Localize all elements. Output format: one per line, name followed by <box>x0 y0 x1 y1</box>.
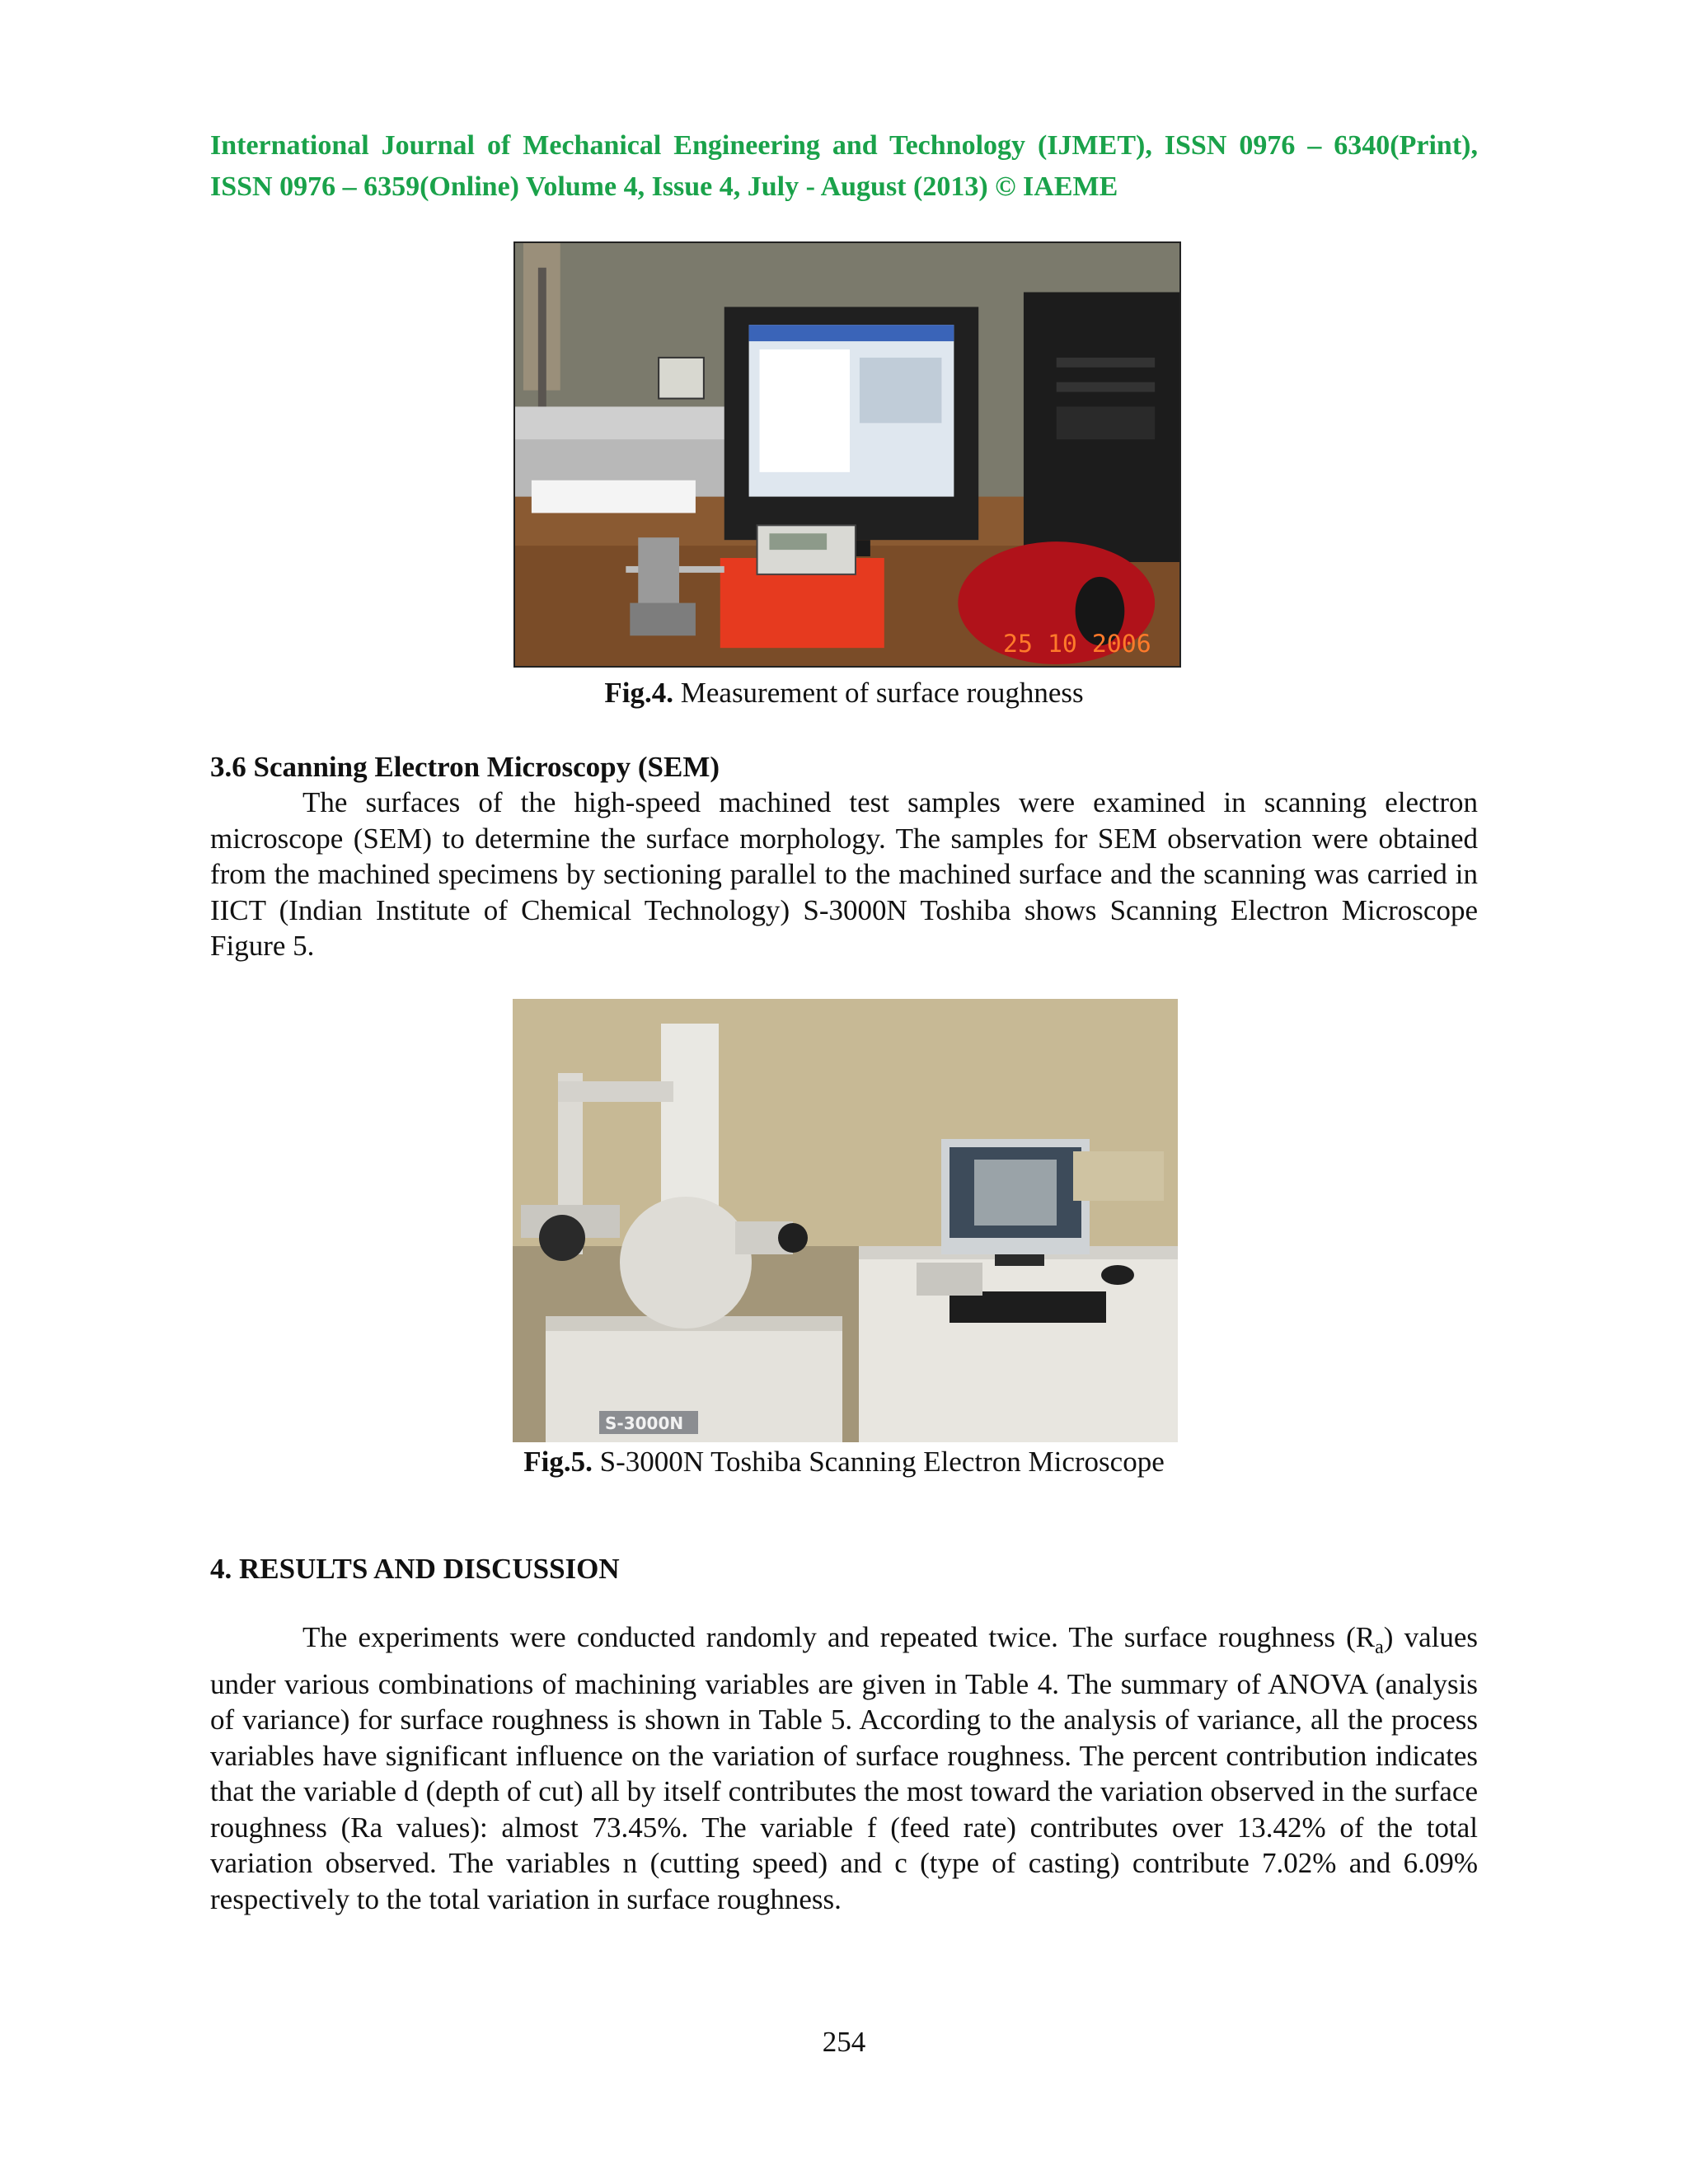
figure-5-caption <box>210 1445 1478 1479</box>
figure-4-label: Fig.4. <box>604 677 673 709</box>
section-4-heading: 4. RESULTS AND DISCUSSION <box>210 1553 620 1585</box>
machine-label: S-3000N <box>605 1413 684 1433</box>
figure-5-label: Fig.5. <box>523 1446 593 1478</box>
photo-date-stamp: 25 10 2006 <box>1003 630 1151 659</box>
figure-4-caption <box>210 676 1478 710</box>
section-4-text-part-2: ) values under various combinations of machining variables are given in Table 4. The summary of ANOVA (analysis of variance) for surface roughness is shown in Table 5. According to the analysis of variance, all the process variables have significant influence on the variation of surface roughness. The percent contribution indicates that the variable d (depth of cut) all by itself contributes the most toward the variation observed in the surface roughness (Ra values): almost 73.45%. The variable f (feed rate) contributes over 13.42% of the total variation observed. The variables n (cutting speed) and c (type of casting) contribute 7.02% and 6.09% respectively to the total variation in surface roughness. <box>210 1621 1478 1915</box>
section-3-6-paragraph: The surfaces of the high-speed machined test samples were examined in scanning electron microscope (SEM) to determine the surface morphology. The samples for SEM observation were obtained from the machined specimens by sectioning parallel to the machined surface and the scanning was carried in IICT (Indian Institute of Chemical Technology) S-3000N Toshiba shows Scanning Electron Microscope Figure 5. <box>210 786 1478 962</box>
figure-5-photo <box>513 999 1178 1442</box>
section-4-text-part-1: The experiments were conducted randomly and repeated twice. The surface roughness (R <box>302 1621 1376 1653</box>
section-4-paragraph <box>210 1619 1478 1917</box>
page-number: 254 <box>822 2026 866 2058</box>
figure-4-photo <box>513 241 1181 668</box>
figure-4-caption-text: Measurement of surface roughness <box>673 677 1084 709</box>
ra-subscript: a <box>1375 1637 1384 1658</box>
journal-header: International Journal of Mechanical Engineering and Technology (IJMET), ISSN 0976 – 6340(Print), ISSN 0976 – 6359(Online) Volume 4, Issue 4, July - August (2013) © IAEME <box>210 130 1478 202</box>
section-3-6-heading: 3.6 Scanning Electron Microscopy (SEM) <box>210 751 720 783</box>
figure-5-caption-text: S-3000N Toshiba Scanning Electron Microscope <box>592 1446 1165 1478</box>
